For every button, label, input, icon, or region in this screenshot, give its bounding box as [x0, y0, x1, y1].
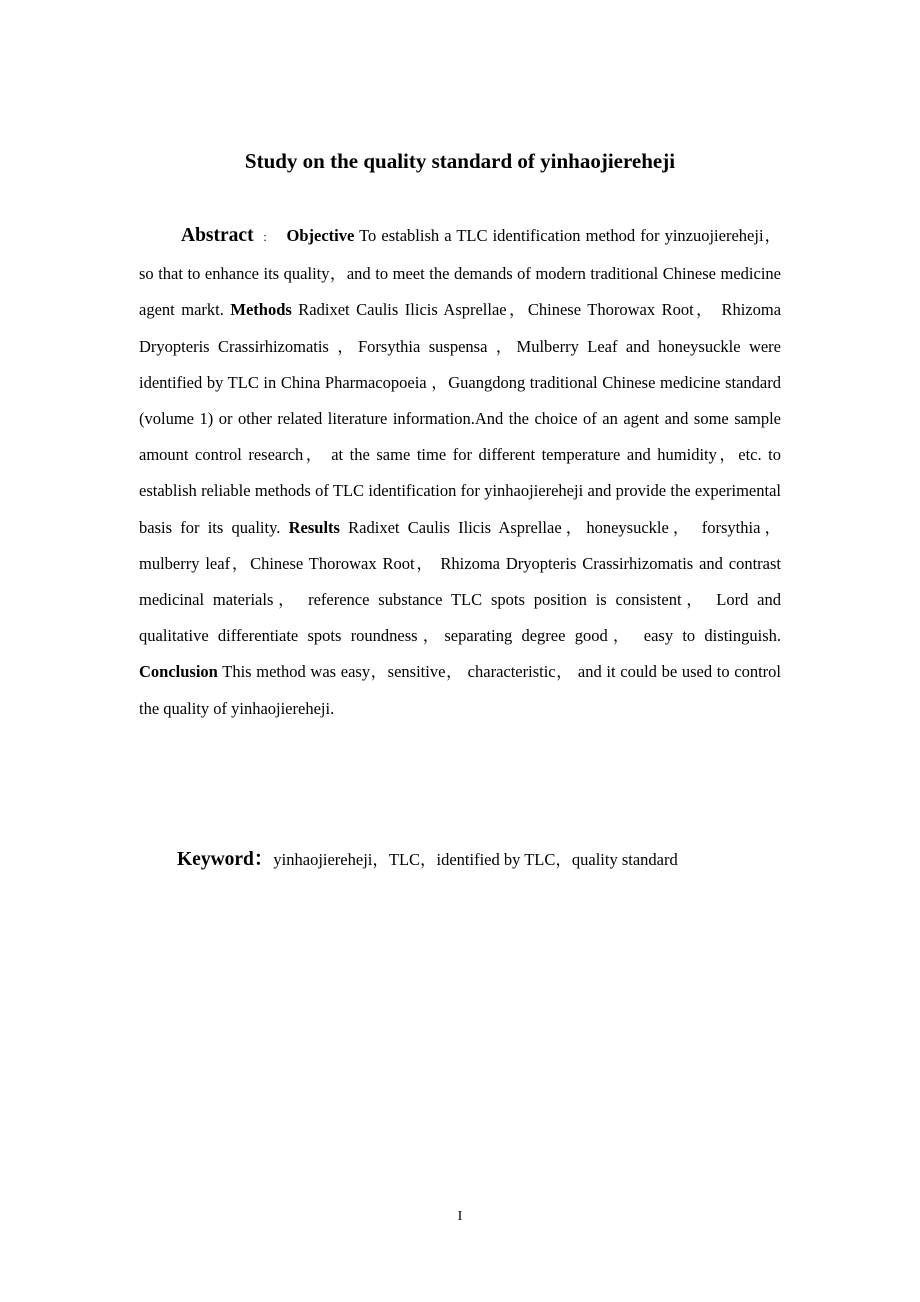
page-number: I: [457, 1209, 463, 1224]
objective-label: Objective: [286, 226, 355, 245]
conclusion-label: Conclusion: [139, 662, 218, 682]
page-title: Study on the quality standard of yinhaojiereheji: [244, 149, 676, 173]
objective-text: To establish a TLC identification method for yinzuojiereheji，so that to enhance its quality，and to meet the demands of modern traditional Chinese medicine agent markt.: [139, 226, 781, 320]
keywords-line: [177, 845, 797, 875]
abstract-colon: ：: [261, 232, 275, 244]
keywords-text: yinhaojiereheji，TLC，identified by TLC，quality standard: [273, 850, 678, 869]
abstract-heading: Abstract: [181, 225, 254, 246]
keywords-heading: Keyword：: [177, 849, 274, 870]
conclusion-text: This method was easy，sensitive， characteristic， and it could be used to control the quality of yinhaojiereheji.: [139, 662, 781, 718]
results-text: Radixet Caulis Ilicis Asprellae，honeysuckle， forsythia， mulberry leaf，Chinese Thorowax Root， Rhizoma Dryopteris Crassirhizomatis and contrast medicinal materials， reference substance TLC spots position is consistent， Lord and qualitative differentiate spots roundness，separating degree good， easy to distinguish.: [139, 517, 781, 646]
abstract-paragraph: [139, 218, 781, 727]
methods-text: Radixet Caulis Ilicis Asprellae，Chinese Thorowax Root， Rhizoma Dryopteris Crassirhizomatis ，Forsythia suspensa ，Mulberry Leaf and honeysuckle were identified by TLC in China Pharmacopoeia ，Guangdong traditional Chinese medicine standard (volume 1) or other related literature information.And the choice of an agent and some sample amount control research， at the same time for different temperature and humidity，etc. to establish reliable methods of TLC identification for yinhaojiereheji and provide the experimental basis for its quality.: [139, 300, 782, 537]
methods-label: Methods: [230, 300, 292, 320]
results-label: Results: [288, 517, 340, 537]
